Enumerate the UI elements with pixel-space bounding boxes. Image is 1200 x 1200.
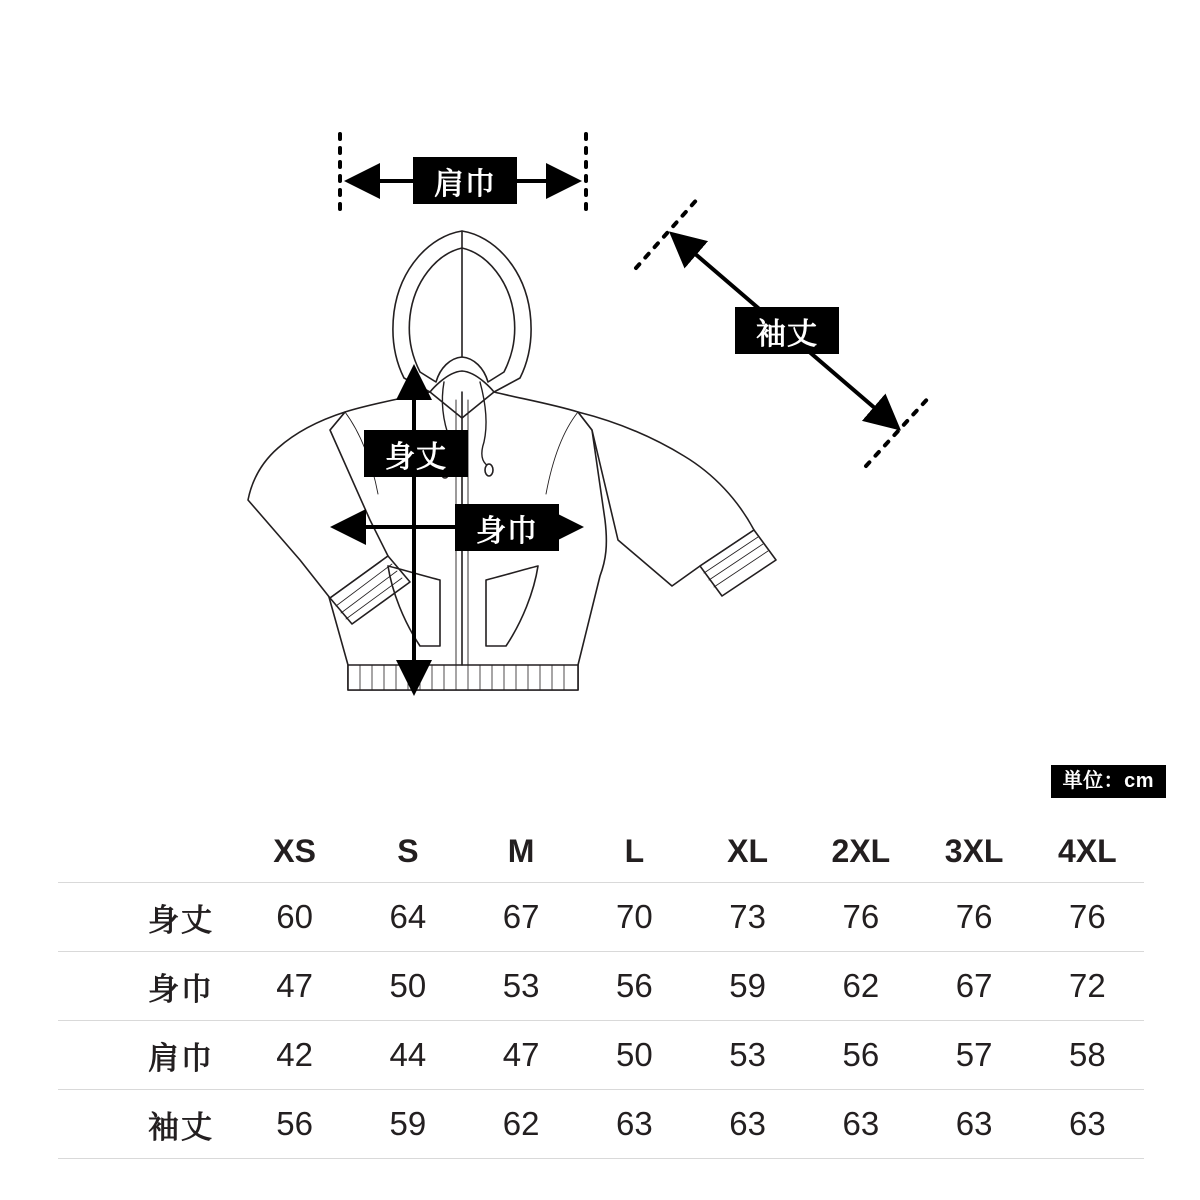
measurement-value: 50 <box>389 967 427 1004</box>
measurement-value: 53 <box>502 967 540 1004</box>
size-header-xl: XL <box>727 832 769 869</box>
label-body-length: 身丈 <box>364 430 468 477</box>
measurement-label: 身巾 <box>148 971 214 1007</box>
size-chart-body <box>58 883 1144 1159</box>
measurement-value: 76 <box>842 898 880 935</box>
measurement-label: 袖丈 <box>148 1109 214 1145</box>
measurement-value: 67 <box>502 898 540 935</box>
size-header-2xl: 2XL <box>831 832 891 869</box>
measurement-value: 56 <box>276 1105 313 1142</box>
measurement-value: 42 <box>276 1036 313 1073</box>
label-shoulder-width: 肩巾 <box>413 157 517 204</box>
measurement-value: 62 <box>502 1105 540 1142</box>
table-row <box>58 1090 1144 1159</box>
unit-badge: 単位：cm <box>1051 765 1166 798</box>
measurement-value: 56 <box>842 1036 880 1073</box>
size-header-m: M <box>507 832 535 869</box>
measurement-value: 63 <box>616 1105 653 1142</box>
corner-cell <box>58 820 238 883</box>
label-sleeve-length: 袖丈 <box>735 307 839 354</box>
measurement-value: 59 <box>729 967 766 1004</box>
hoodie-outline <box>248 231 776 690</box>
table-row <box>58 952 1144 1021</box>
measurement-value: 63 <box>842 1105 880 1142</box>
measurement-value: 58 <box>1069 1036 1106 1073</box>
table-row <box>58 883 1144 952</box>
size-chart-header <box>58 820 1144 883</box>
measurement-value: 62 <box>842 967 880 1004</box>
measurement-value: 76 <box>955 898 993 935</box>
measurement-value: 70 <box>616 898 653 935</box>
measurement-value: 63 <box>1069 1105 1106 1142</box>
table-header-row <box>58 820 1144 883</box>
measurement-value: 73 <box>729 898 766 935</box>
label-body-width: 身巾 <box>455 504 559 551</box>
measurement-value: 72 <box>1069 967 1106 1004</box>
table-row <box>58 1021 1144 1090</box>
measurement-value: 53 <box>729 1036 766 1073</box>
measurement-value: 64 <box>389 898 427 935</box>
measurement-value: 57 <box>955 1036 993 1073</box>
measurement-value: 50 <box>616 1036 653 1073</box>
measurement-value: 47 <box>502 1036 540 1073</box>
measurement-value: 59 <box>389 1105 427 1142</box>
measurement-value: 44 <box>389 1036 427 1073</box>
measurement-value: 63 <box>729 1105 766 1142</box>
measurement-value: 67 <box>955 967 993 1004</box>
size-header-l: L <box>624 832 645 869</box>
measurement-value: 60 <box>276 898 313 935</box>
size-header-xs: XS <box>273 832 316 869</box>
measurement-label: 身丈 <box>148 902 214 938</box>
measurement-value: 47 <box>276 967 313 1004</box>
measurement-value: 63 <box>955 1105 993 1142</box>
measurement-label: 肩巾 <box>148 1040 214 1076</box>
size-header-3xl: 3XL <box>944 832 1004 869</box>
measurement-value: 76 <box>1069 898 1106 935</box>
measurement-value: 56 <box>616 967 653 1004</box>
size-chart-table <box>58 820 1144 1159</box>
size-header-s: S <box>397 832 419 869</box>
size-header-4xl: 4XL <box>1058 832 1117 869</box>
